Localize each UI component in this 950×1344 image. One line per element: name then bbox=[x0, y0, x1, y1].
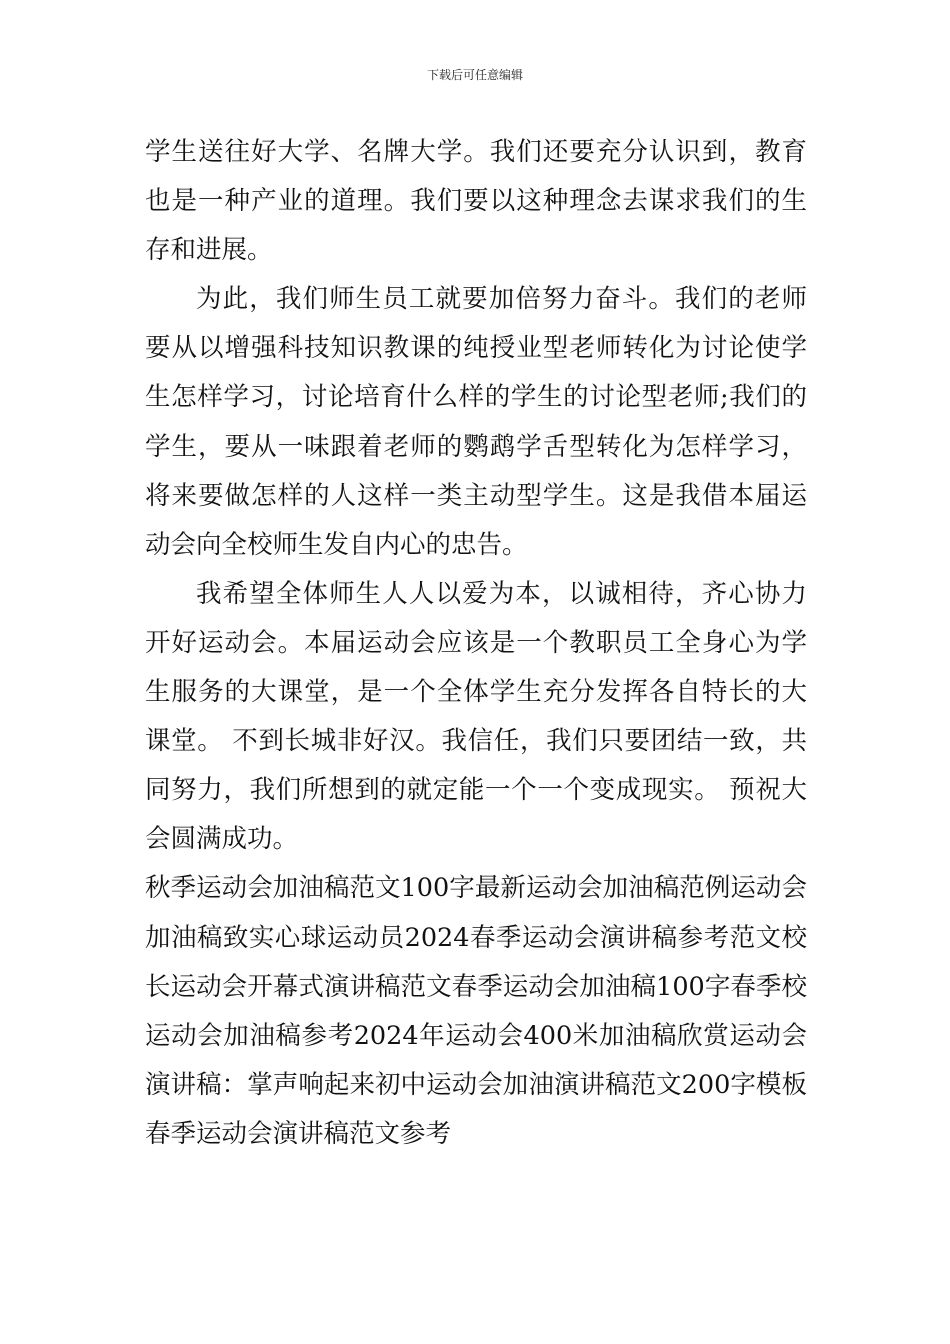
paragraph-2: 为此，我们师生员工就要加倍努力奋斗。我们的老师要从以增强科技知识教课的纯授业型老师转化为讨论使学生怎样学习，讨论培育什么样的学生的讨论型老师;我们的学生，要从一味跟着老师的鹦鹉学舌型转化为怎样学习，将来要做怎样的人这样一类主动型学生。这是我借本届运动会向全校师生发自内心的忠告。 bbox=[145, 284, 807, 560]
paragraph-3: 我希望全体师生人人以爱为本，以诚相待，齐心协力开好运动会。本届运动会应该是一个教职员工全身心为学生服务的大课堂，是一个全体学生充分发挥各自特长的大课堂。 不到长城非好汉。我信任，我们只要团结一致，共同努力，我们所想到的就定能一个一个变成现实。 预祝大会圆满成功。 bbox=[145, 578, 807, 855]
related-articles-text: 秋季运动会加油稿范文100字最新运动会加油稿范例运动会加油稿致实心球运动员2024春季运动会演讲稿参考范文校长运动会开幕式演讲稿范文春季运动会加油稿100字春季校运动会加油稿参考2024年运动会400米加油稿欣赏运动会演讲稿：掌声响起来初中运动会加油演讲稿范文200字模板春季运动会演讲稿范文参考 bbox=[145, 873, 807, 1149]
paragraph-1: 学生送往好大学、名牌大学。我们还要充分认识到，教育也是一种产业的道理。我们要以这种理念去谋求我们的生存和进展。 bbox=[145, 137, 807, 266]
page-header-note: 下载后可任意编辑 bbox=[426, 68, 523, 82]
document-body bbox=[145, 128, 807, 1159]
